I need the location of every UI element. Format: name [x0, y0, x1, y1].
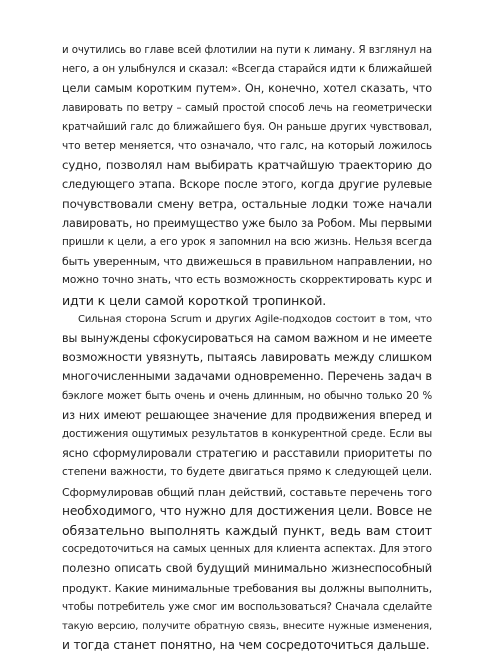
text-line: пришли к цели, а его урок я запомнил на всю жизнь. Нельзя всегда [62, 236, 432, 249]
text-line: быть уверенным, что движешься в правильном направлении, но [62, 255, 433, 269]
text-line: такую версию, получите обратную связь, внесите нужные изменения, [62, 621, 432, 633]
text-line: судно, позволял нам выбирать кратчайшую траекторию до [62, 158, 432, 173]
text-line: Сформулировав общий план действий, составьте перечень того [62, 485, 432, 499]
text-line: сосредоточиться на самых ценных для клиента аспектах. Для этого [62, 543, 432, 556]
text-line: обязательно выполнять каждый пункт, ведь вам стоит [62, 523, 432, 539]
text-line: следующего этапа. Вскоре после этого, когда другие рулевые [62, 178, 432, 192]
document-page [62, 41, 432, 656]
text-line: полезно описать свой будущий минимально жизнеспособный [62, 561, 432, 576]
text-line: вы вынуждены сфокусироваться на самом важном и не имеете [62, 332, 432, 346]
paragraph-1 [62, 41, 432, 310]
text-line: необходимого, что нужно для достижения цели. Вовсе не [62, 503, 432, 518]
text-line: лавировать по ветру – самый простой способ лечь на геометрически [62, 102, 432, 114]
paragraph-2 [62, 310, 432, 656]
text-line: и очутились во главе всей флотилии на пути к лиману. Я взглянул на [62, 45, 432, 56]
text-line: Сильная сторона Scrum и других Agile-подходов состоит в том, что [78, 313, 432, 325]
text-line: лавировать, но преимущество уже было за Робом. Мы первыми [62, 216, 432, 230]
text-line: что ветер меняется, что означало, что галс, на который ложилось [62, 140, 432, 153]
text-line: и тогда станет понятно, на чем сосредоточиться дальше. [62, 638, 430, 653]
text-line: него, а он улыбнулся и сказал: «Всегда старайся идти к ближайшей [62, 63, 432, 76]
text-line: идти к цели самой короткой тропинкой. [62, 292, 327, 308]
text-line: степени важности, то будете двигаться прямо к следующей цели. [62, 466, 432, 479]
text-line: из них имеют решающее значение для продвижения вперед и [62, 408, 432, 422]
text-line: цели самым коротким путем». Он, конечно, хотел сказать, что [62, 82, 432, 96]
text-line: достижения ощутимых результатов в конкурентной среде. Если вы [62, 428, 432, 441]
text-line: бэклоге может быть очень и очень длинным, но обычно только 20 % [62, 390, 432, 402]
text-line: кратчайший галс до ближайшего буя. Он раньше других чувствовал, [62, 121, 432, 133]
text-line: почувствовали смену ветра, остальные лодки тоже начали [62, 196, 432, 211]
text-line: продукт. Какие минимальные требования вы должны выполнить, [62, 581, 432, 595]
text-line: многочисленными задачами одновременно. Перечень задач в [62, 369, 432, 384]
text-line: чтобы потребитель уже смог им воспользоваться? Сначала сделайте [62, 601, 432, 613]
text-line: можно точно знать, что есть возможность скорректировать курс и [62, 274, 432, 287]
text-line: ясно сформулировали стратегию и расставили приоритеты по [62, 447, 432, 461]
text-line: возможности увязнуть, пытаясь лавировать между слишком [62, 350, 432, 365]
